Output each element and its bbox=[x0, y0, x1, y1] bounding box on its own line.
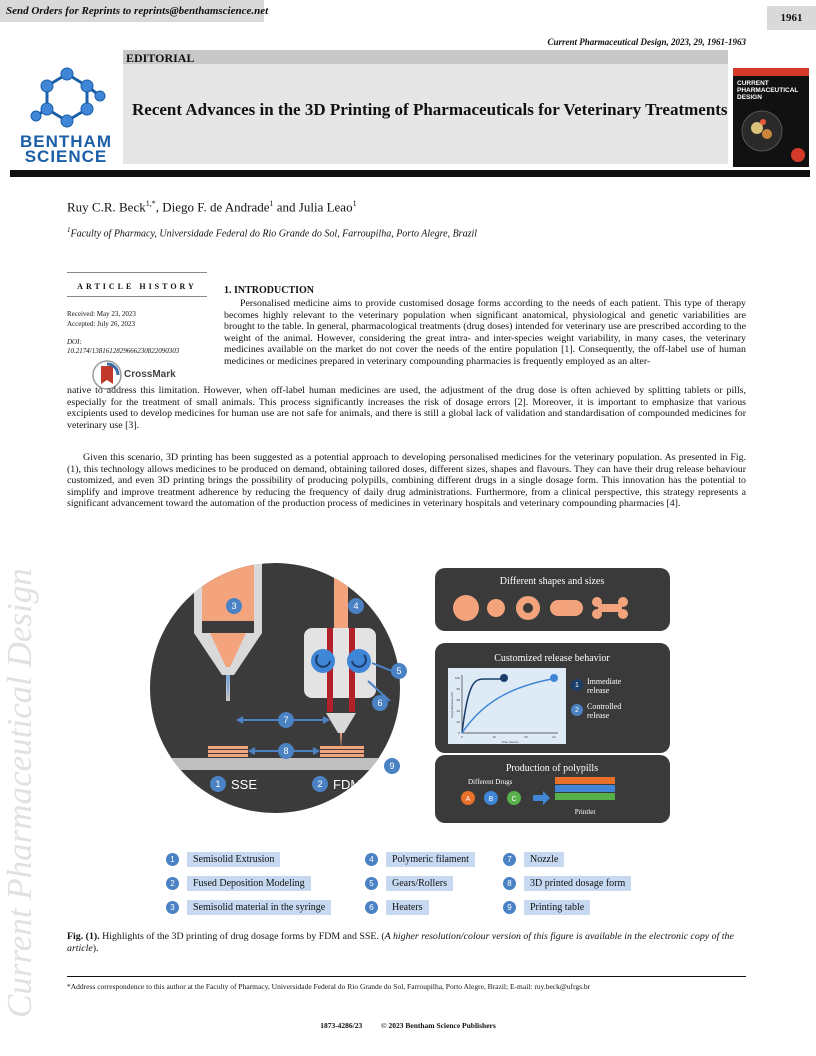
legend-label-5: Gears/Rollers bbox=[386, 876, 453, 891]
y-tick-100: 100 bbox=[454, 676, 460, 680]
paragraph-2: Given this scenario, 3D printing has been suggested as a potential approach to developing personalised medicines for the veterinary population. As presented in Fig. (1), this technology allows medicines to be produced on demand, obtaining tailored doses, different sizes, shapes and flavours. They can have their drug release behaviour customized, and even 3D printing brings the possibility of producing polypills, combining different drugs in a single dosage form. This innovation has the potential to simplify and improve treatment adherence by reducing the frequency of daily drug administrations. Furthermore, from a clinical perspective, this strategy represents a significant advancement toward the automation of the production process of medicines in veterinary hospitals and veterinary compounding pharmacies [4]. bbox=[67, 452, 746, 509]
bentham-logo-text bbox=[14, 134, 118, 164]
cover-title bbox=[737, 80, 798, 101]
legend-item-4 bbox=[365, 852, 475, 867]
label-4: 4 bbox=[353, 601, 359, 611]
issn: 1873-4286/23 bbox=[320, 1021, 363, 1030]
legend-num-3: 3 bbox=[166, 901, 179, 914]
history-rule-top bbox=[67, 272, 207, 273]
y-axis-label: Drug Released (%) bbox=[450, 692, 454, 718]
legend-num-9: 9 bbox=[503, 901, 516, 914]
legend-label-9: Printing table bbox=[524, 900, 590, 915]
author-2: , Diego F. de Andrade bbox=[155, 199, 270, 215]
section-heading: 1. INTRODUCTION bbox=[224, 285, 315, 296]
immediate-release-1: Immediate bbox=[587, 677, 622, 686]
author-2-sup: 1 bbox=[269, 199, 274, 208]
crossmark-label: CrossMark bbox=[124, 369, 176, 380]
panel-release bbox=[435, 643, 670, 753]
legend-num-5: 5 bbox=[365, 877, 378, 890]
y-tick-40: 40 bbox=[456, 709, 460, 713]
legend-item-9 bbox=[503, 900, 590, 915]
legend-item-6 bbox=[365, 900, 429, 915]
figure-caption bbox=[67, 931, 746, 955]
legend-label-7: Nozzle bbox=[524, 852, 564, 867]
logo-line-1: BENTHAM bbox=[20, 132, 112, 151]
author-3: and Julia Leao bbox=[273, 199, 353, 215]
header-rule bbox=[10, 170, 810, 177]
label-1: 1 bbox=[215, 779, 221, 789]
printlet-layer-c bbox=[555, 793, 615, 800]
shape-small-round-icon bbox=[487, 599, 505, 617]
controlled-release-2: release bbox=[587, 711, 610, 720]
panel-polypills bbox=[435, 755, 670, 823]
copyright: © 2023 Bentham Science Publishers bbox=[381, 1021, 496, 1030]
legend-item-5 bbox=[365, 876, 453, 891]
caption-italic: A higher resolution/colour version of this figure is available in the electronic copy of the article bbox=[67, 931, 734, 954]
legend-label-2: Fused Deposition Modeling bbox=[187, 876, 311, 891]
journal-year: 2023, bbox=[668, 37, 694, 47]
legend-label-8: 3D printed dosage form bbox=[524, 876, 631, 891]
legend-num-4: 4 bbox=[365, 853, 378, 866]
label-6: 6 bbox=[377, 698, 383, 708]
different-drugs-label: Different Drugs bbox=[468, 778, 513, 786]
footnote-rule bbox=[67, 976, 746, 977]
sse-label: SSE bbox=[231, 777, 258, 792]
label-8: 8 bbox=[283, 746, 289, 756]
gear-right-icon bbox=[347, 649, 371, 673]
page-number: 1961 bbox=[767, 6, 816, 30]
affiliation bbox=[67, 226, 477, 239]
x-tick-0: 0 bbox=[461, 735, 463, 739]
y-tick-60: 60 bbox=[456, 698, 460, 702]
legend-item-7 bbox=[503, 852, 564, 867]
caption-text: Highlights of the 3D printing of drug dosage forms by FDM and SSE. ( bbox=[99, 931, 385, 942]
cover-art-icon bbox=[737, 106, 787, 156]
correspondence-footnote: *Address correspondence to this author at the Faculty of Pharmacy, Universidade Federal do Rio Grande do Sol, Farroupilha, Porto Alegre, Brazil; E-mail: ruy.beck@ufrgs.br bbox=[67, 982, 591, 991]
journal-pages: , 1961-1963 bbox=[702, 37, 746, 47]
author-list bbox=[67, 199, 357, 215]
panel-shapes bbox=[435, 568, 670, 631]
printed-dosage-form-sse bbox=[208, 746, 248, 757]
cover-stripe bbox=[733, 68, 809, 76]
cover-title-2: PHARMACEUTICAL bbox=[737, 87, 799, 94]
doi-link[interactable]: 10.2174/1381612829666230822090303 bbox=[67, 347, 180, 355]
journal-name: Current Pharmaceutical Design, bbox=[547, 37, 669, 47]
legend-num-7: 7 bbox=[503, 853, 516, 866]
label-5: 5 bbox=[396, 666, 402, 676]
affiliation-text: Faculty of Pharmacy, Universidade Federal do Rio Grande do Sol, Farroupilha, Porto Alegre, Brazil bbox=[70, 228, 478, 240]
paragraph-1-continued: native to address this limitation. However, when off-label human medicines are used, the adjustment of the drug dose is often achieved by splitting tablets or pills, especially for the treatment of small animals. This process significantly increases the risk of dosage errors [2]. Moreover, it is important to emphasize that various excipients used to develop medicines for human use are not safe for animals, and there is still a global lack of validation and standardisation of compounded medicines for veterinary use [3]. bbox=[67, 385, 746, 431]
label-7: 7 bbox=[283, 715, 289, 725]
caption-end: ). bbox=[92, 943, 99, 954]
label-9: 9 bbox=[389, 761, 395, 771]
journal-cover bbox=[733, 68, 809, 167]
label-3: 3 bbox=[231, 601, 237, 611]
legend-num-1: 1 bbox=[166, 853, 179, 866]
journal-volume: 29 bbox=[693, 37, 703, 47]
received-date: Received: May 23, 2023 bbox=[67, 310, 136, 318]
shape-large-round-icon bbox=[453, 595, 479, 621]
panel-release-title: Customized release behavior bbox=[494, 653, 610, 664]
gear-left-icon bbox=[311, 649, 335, 673]
x-tick-2: 20 bbox=[524, 735, 528, 739]
semisolid-syringe bbox=[202, 563, 254, 621]
journal-citation bbox=[547, 37, 746, 47]
panel-polypill-title: Production of polypills bbox=[505, 763, 599, 774]
doi-label: DOI: bbox=[67, 338, 82, 346]
history-rule-bottom bbox=[67, 296, 207, 297]
printing-table bbox=[150, 758, 400, 770]
release-num-2: 2 bbox=[575, 707, 579, 714]
printer-illustration bbox=[150, 563, 407, 813]
controlled-release-1: Controlled bbox=[587, 702, 622, 711]
legend-item-2 bbox=[166, 876, 311, 891]
article-title: Recent Advances in the 3D Printing of Pharmaceuticals for Veterinary Treatments bbox=[132, 100, 728, 119]
x-axis-label: Time (hours) bbox=[501, 740, 519, 744]
author-3-sup: 1 bbox=[352, 199, 357, 208]
y-tick-20: 20 bbox=[456, 720, 460, 724]
legend-num-8: 8 bbox=[503, 877, 516, 890]
legend-label-1: Semisolid Extrusion bbox=[187, 852, 280, 867]
history-heading: ARTICLE HISTORY bbox=[77, 282, 197, 291]
printlet-label: Printlet bbox=[574, 808, 596, 816]
shape-capsule-icon bbox=[550, 600, 583, 616]
paragraph-1: Personalised medicine aims to provide customised dosage forms according to the needs of each patient. This type of therapy becomes highly relevant to the veterinary population when significant anatomical, physiological and genetic variabilities are brought to the table. In general, pharmacological treatments (drug doses) intended for veterinary use are prescribed according to the weight of the animal. However, considering the great intra- and inter-species weight variability, in many cases, the veterinary medicines available on the market do not cover the needs of the entire population [1]. Consequently, the off-label use of human medicines or medicines prepared in veterinary compounding pharmacies is frequently employed as an alter- bbox=[224, 298, 746, 367]
legend-num-6: 6 bbox=[365, 901, 378, 914]
logo-line-2: SCIENCE bbox=[24, 147, 108, 166]
panel-shapes-title: Different shapes and sizes bbox=[499, 576, 605, 587]
caption-label: Fig. (1). bbox=[67, 931, 100, 942]
x-tick-1: 10 bbox=[492, 735, 496, 739]
legend-label-3: Semisolid material in the syringe bbox=[187, 900, 331, 915]
author-1: Ruy C.R. Beck bbox=[67, 199, 146, 215]
y-tick-0: 0 bbox=[458, 731, 460, 735]
legend-item-8 bbox=[503, 876, 631, 891]
printed-dosage-form-fdm bbox=[320, 746, 364, 757]
drug-a-label: A bbox=[465, 796, 471, 803]
label-2: 2 bbox=[317, 779, 323, 789]
legend-label-4: Polymeric filament bbox=[386, 852, 475, 867]
author-1-sup: 1,* bbox=[145, 199, 156, 208]
printlet-layer-b bbox=[555, 785, 615, 792]
section-label: EDITORIAL bbox=[123, 50, 728, 64]
immediate-release-2: release bbox=[587, 686, 610, 695]
figure-legend bbox=[166, 852, 666, 922]
accepted-date: Accepted: July 26, 2023 bbox=[67, 320, 136, 328]
cover-badge-icon bbox=[791, 148, 805, 162]
drug-c-label: C bbox=[511, 796, 517, 803]
journal-watermark: Current Pharmaceutical Design bbox=[0, 568, 39, 1018]
legend-num-2: 2 bbox=[166, 877, 179, 890]
y-tick-80: 80 bbox=[456, 687, 460, 691]
legend-item-1 bbox=[166, 852, 280, 867]
release-num-1: 1 bbox=[575, 682, 579, 689]
affiliation-sup: 1 bbox=[67, 226, 71, 234]
cover-title-1: CURRENT bbox=[737, 80, 769, 87]
printlet-layer-a bbox=[555, 777, 615, 784]
reprint-notice: Send Orders for Reprints to reprints@benthamscience.net bbox=[0, 0, 264, 22]
publication-line bbox=[0, 1021, 816, 1030]
legend-label-6: Heaters bbox=[386, 900, 429, 915]
cover-title-3: DESIGN bbox=[737, 94, 762, 101]
x-tick-3: 24 bbox=[552, 735, 556, 739]
fdm-label: FDM bbox=[333, 777, 362, 792]
legend-item-3 bbox=[166, 900, 331, 915]
drug-b-label: B bbox=[488, 796, 494, 803]
